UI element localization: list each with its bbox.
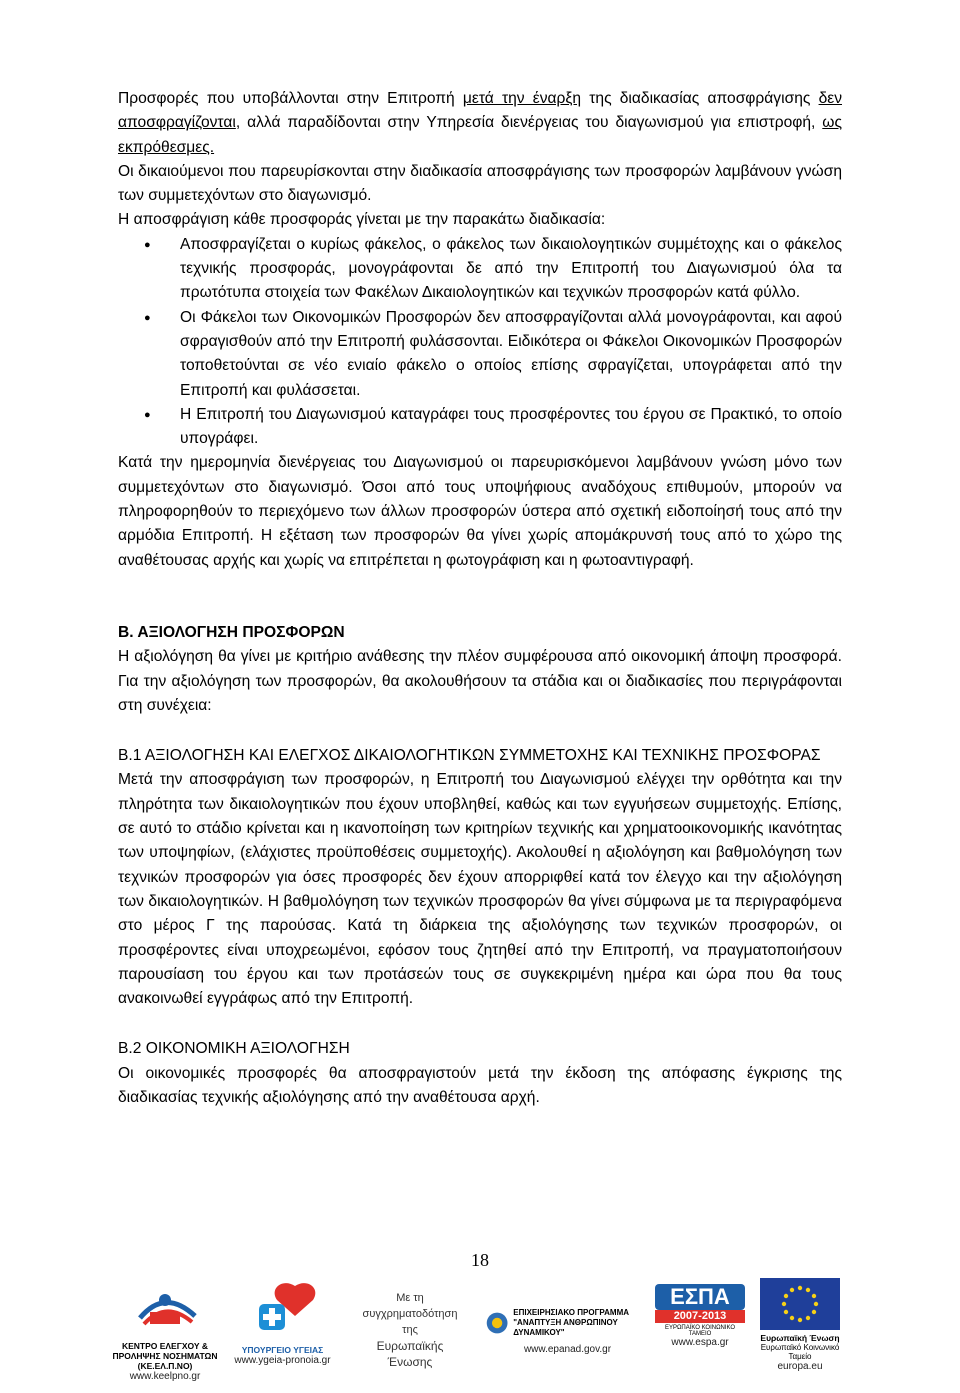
paragraph-late-offers: [118, 87, 842, 160]
bullet-icon: ●: [144, 238, 151, 251]
underlined-text: δεν αποσφραγίζονται: [118, 90, 842, 132]
text: , αλλά παραδίδονται στην Υπηρεσία διενέργειας του διαγωνισμού για επιστροφή,: [235, 114, 823, 132]
cofunding-line: Με τη: [396, 1292, 424, 1304]
bullet-icon: ●: [144, 408, 151, 421]
eu-flag-icon: [760, 1278, 840, 1330]
espa-logo: [655, 1284, 745, 1348]
text: της διαδικασίας αποσφράγισης: [581, 90, 819, 107]
epanad-emblem-icon: [485, 1309, 509, 1337]
cofunding-line: Ευρωπαϊκής Ένωσης: [376, 1339, 444, 1369]
keelpno-logo: [110, 1278, 220, 1382]
eu-line2: Ευρωπαϊκό Κοινωνικό Ταμείο: [760, 1343, 840, 1361]
list-item: [118, 306, 842, 403]
procedure-list: [118, 233, 842, 452]
section-b-text: Η αξιολόγηση θα γίνει με κριτήριο ανάθεσης την πλέον συμφέρουσα από οικονομική άποψη προσφορά. Για την αξιολόγηση των προσφορών, θα ακολουθήσουν τα στάδια και οι διαδικασίες που περιγράφονται στη συνέχεια:: [118, 648, 842, 714]
epanad-url: www.epanad.gov.gr: [523, 1344, 612, 1355]
espa-url: www.espa.gr: [671, 1337, 729, 1348]
ministry-logo: [225, 1278, 340, 1366]
keelpno-emblem-icon: [110, 1278, 220, 1336]
eu-line1: Ευρωπαϊκή Ένωση: [760, 1333, 840, 1343]
document-body: [118, 87, 842, 1110]
keelpno-caption: ΚΕΝΤΡΟ ΕΛΕΓΧΟΥ & ΠΡΟΛΗΨΗΣ ΝΟΣΗΜΑΤΩΝ (ΚΕ.ΕΛ.Π.ΝΟ): [112, 1341, 218, 1371]
ministry-emblem-icon: [225, 1278, 340, 1340]
ministry-url: www.ygeia-pronoia.gr: [234, 1355, 331, 1366]
bullet-icon: ●: [144, 311, 151, 324]
section-b1-text: Μετά την αποσφράγιση των προσφορών, η Επιτροπή του Διαγωνισμού ελέγχει την ορθότητα και την πληρότητα των δικαιολογητικών που έχουν υποβληθεί, καθώς και των εγγυήσεων συμμετοχής. Επίσης, σε αυτό το στάδιο κρίνεται και η ικανοποίηση των κριτηρίων τεχνικής και χρηματοοικονομικής ικανότητας των υποψηφίων, (ελάχιστες προϋποθέσεις συμμετοχής). Ακολουθεί η αξιολόγηση και βαθμολόγηση των τεχνικών προσφορών για όσες προσφορές δεν έχουν απορριφθεί κατά τον έλεγχο και την αξιολόγηση των δικαιολογητικών. Η βαθμολόγηση των τεχνικών προσφορών θα γίνει σύμφωνα με τα περιγραφόμενα στο μέρος Γ της παρούσας. Κατά τη διάρκεια της αξιολόγησης των τεχνικών προσφορών, οι προσφέροντες είναι υποχρεωμένοι, εφόσον τους ζητηθεί από την Επιτροπή, να πραγματοποιήσουν παρουσίαση του έργου και των προτάσεών τους σε συγκεκριμένη ημέρα και ώρα που θα τους ανακοινωθεί εγγράφως από την Επιτροπή.: [118, 771, 842, 1008]
section-b1-heading: Β.1 ΑΞΙΟΛΟΓΗΣΗ ΚΑΙ ΕΛΕΓΧΟΣ ΔΙΚΑΙΟΛΟΓΗΤΙΚΩΝ ΣΥΜΜΕΤΟΧΗΣ ΚΑΙ ΤΕΧΝΙΚΗΣ ΠΡΟΣΦΟΡΑΣ: [118, 747, 821, 765]
section-b2-heading: Β.2 ΟΙΚΟΝΟΜΙΚΗ ΑΞΙΟΛΟΓΗΣΗ: [118, 1040, 350, 1058]
list-item: [118, 403, 842, 452]
eu-url: europa.eu: [777, 1361, 823, 1372]
list-item-text: Οι Φάκελοι των Οικονομικών Προσφορών δεν αποσφραγίζονται αλλά μονογράφονται, και αφού σφραγισθούν από την Επιτροπή φυλάσσονται. Ειδικότερα οι Φάκελοι Οικονομικών Προσφορών τοποθετούνται σε νέο ενιαίο φάκελο ο οποίος επίσης σφραγίζεται, υπογράφεται από την Επιτροπή και φυλάσσεται.: [180, 308, 842, 399]
epanad-title: ΕΠΙΧΕΙΡΗΣΙΑΚΟ ΠΡΟΓΡΑΜΜΑ: [513, 1308, 630, 1317]
underlined-text: ως εκπρόθεσμες.: [118, 114, 842, 156]
espa-caption: ΕΥΡΩΠΑΪΚΟ ΚΟΙΝΩΝΙΚΟ ΤΑΜΕΙΟ: [664, 1325, 736, 1337]
list-item-text: Αποσφραγίζεται ο κυρίως φάκελος, ο φάκελος των δικαιολογητικών συμμέτοχης και ο φάκελος τεχνικής προσφοράς, μονογράφονται δε από την Επιτροπή του Διαγωνισμού όλα τα πρωτότυπα στοιχεία των Φακέλων Δικαιολογητικών και τεχνικών προσφορών κατά φύλλο.: [180, 235, 842, 302]
paragraph-tender-date: Κατά την ημερομηνία διενέργειας του Διαγωνισμού οι παρευρισκόμενοι λαμβάνουν γνώση μόνο των συμμετεχόντων στο διαγωνισμό. Όσοι από τους υποψήφιους αναδόχους επιθυμούν, μπορούν να πληροφορηθούν το περιεχόμενο των άλλων προσφορών ύστερα από σχετική ειδοποίησή τους από την αρμόδια Επιτροπή. Η εξέταση των προσφορών θα γίνει χωρίς απομάκρυνσή τους από το χώρο της αναθέτουσας αρχής και χωρίς να επιτρέπεται η φωτογράφιση και η φωτοαντιγραφή.: [118, 454, 842, 569]
section-b2-text: Οι οικονομικές προσφορές θα αποσφραγιστούν μετά την έκδοση της απόφασης έγκρισης της διαδικασίας τεχνικής αξιολόγησης από την αναθέτουσα αρχή.: [118, 1064, 842, 1106]
ministry-caption: ΥΠΟΥΡΓΕΙΟ ΥΓΕΙΑΣ: [241, 1345, 324, 1355]
cofunding-text: [355, 1290, 465, 1370]
espa-title: ΕΣΠΑ: [655, 1284, 745, 1310]
epanad-subtitle: "ΑΝΑΠΤΥΞΗ ΑΝΘΡΩΠΙΝΟΥ ΔΥΝΑΜΙΚΟΥ": [513, 1318, 618, 1337]
page-number: 18: [471, 1250, 489, 1270]
cofunding-line: συγχρηματοδότηση της: [362, 1308, 458, 1336]
list-item-text: Η Επιτροπή του Διαγωνισμού καταγράφει τους προσφέροντες του έργου σε Πρακτικό, το οποίο υπογράφει.: [180, 405, 842, 448]
list-item: [118, 233, 842, 306]
paragraph-procedure-intro: Η αποσφράγιση κάθε προσφοράς γίνεται με την παρακάτω διαδικασία:: [118, 211, 606, 229]
text: Προσφορές που υποβάλλονται στην Επιτροπή: [118, 90, 463, 107]
section-b-heading: Β. ΑΞΙΟΛΟΓΗΣΗ ΠΡΟΣΦΟΡΩΝ: [118, 623, 345, 641]
espa-years: 2007-2013: [655, 1310, 745, 1323]
keelpno-url: www.keelpno.gr: [129, 1371, 201, 1382]
paragraph-attendees: Οι δικαιούμενοι που παρευρίσκονται στην διαδικασία αποσφράγισης των προσφορών λαμβάνουν γνώση των συμμετεχόντων στο διαγωνισμό.: [118, 162, 842, 205]
footer-logos: [110, 1278, 850, 1382]
underlined-text: μετά την έναρξη: [462, 90, 582, 107]
epanad-logo: [485, 1308, 650, 1355]
eu-logo: [750, 1278, 850, 1372]
